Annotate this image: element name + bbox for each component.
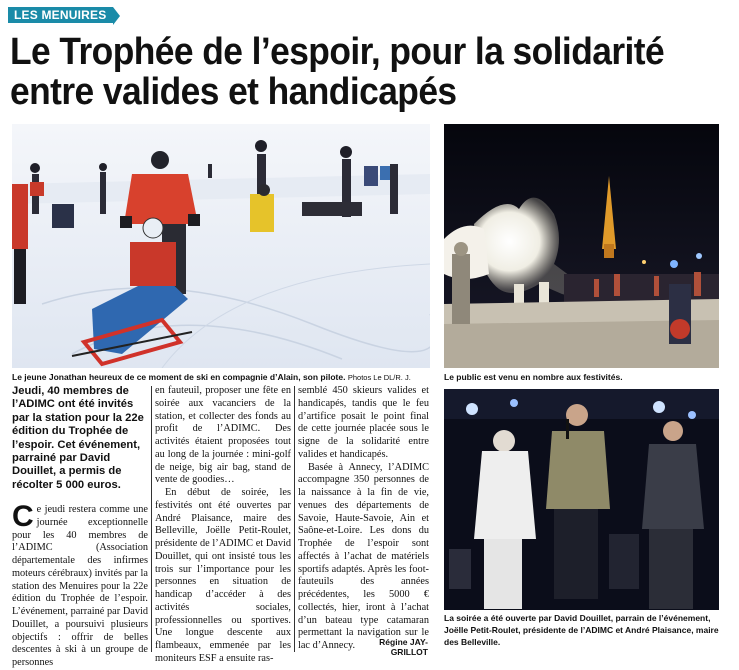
body-column-1-text: e jeudi restera comme une journée exceptionnelle pour les 40 membres de l’ADIMC (Association départementale des infirmes moteurs cérébraux) invités par la station des Menuires pour la 22e édition du Trophée de l’espoir. L’événement, parrainé par David Douillet, a poursuivi plusieurs objectifs : offrir de belles descentes à ski à un groupe de personnes (12, 504, 148, 668)
ski-photo-caption (12, 372, 430, 383)
body-column-3-paragraph-2: Basée à Annecy, l’ADIMC accompagne 350 personnes de la naissance à la fin de vie, venues des départements de Savoie, Haute-Savoie, Ain et Saône-et-Loire. Les dons du Trophée de l’espoir sont affectés à l’achat de matériels sportifs adaptés. Après les foot-fauteuils des années précédentes, les 5000 € collectés, hier, iront à l’achat d’un bateau type catamaran permettant la navigation sur le lac d’Annecy. (298, 461, 429, 651)
stage-photo (444, 389, 719, 610)
dropcap: C (12, 500, 34, 533)
stage-scene-illustration (444, 389, 719, 610)
author-signature: Régine JAY-GRILLOT (379, 637, 428, 657)
ski-photo (12, 124, 430, 368)
body-column-2-paragraph-1: en fauteuil, proposer une fête en soirée aux vacanciers de la station, et collecter des fonds au profit de l’ADIMC. Des activités étaient proposées tout au long de la journée : mini-golf de neige, big air bag, stand de vente de goodies… (155, 385, 291, 486)
section-tag: LES MENUIRES (8, 7, 113, 23)
body-column-2-paragraph-2: En début de soirée, les festivités ont été ouvertes par André Plaisance, maire des Belleville, Joëlle Petit-Roulet, présidente de l’ADIMC et David Douillet, qui ont insisté tous les trois sur l’importance pour les personnes en situation de handicap d’accéder à des activités sociales, professionnelles ou sportives. Une longue descente aux flambeaux, emmenée par les moniteurs ESF a ensuite ras- (155, 487, 291, 664)
column-rule (151, 386, 152, 652)
article-lead: Jeudi, 40 membres de l’ADIMC ont été invités par la station pour la 22e édition du Trophée de l’espoir. Cet événement, parrainé par David Douillet, a permis de récolter 5 000 euros. (12, 385, 144, 491)
photo-credit: Photos Le DL/R. J. (347, 373, 411, 382)
stage-photo-caption: La soirée a été ouverte par David Douillet, parrain de l’événement, Joëlle Petit-Roulet, présidente de l’ADIMC et André Plaisance, maire des Belleville. (444, 613, 719, 647)
horse-photo (444, 124, 719, 368)
body-column-2 (155, 385, 291, 666)
body-column-3-paragraph-1: semblé 450 skieurs valides et handicapés, tandis que le feu d’artifice posait le point final de cette journée placée sous le signe de la solidarité entre valides et handicapés. (298, 385, 429, 460)
body-column-3 (298, 385, 429, 653)
ski-caption-text: Le jeune Jonathan heureux de ce moment de ski en compagnie d’Alain, son pilote. (12, 372, 346, 382)
horse-photo-caption: Le public est venu en nombre aux festivités. (444, 372, 623, 382)
column-rule (294, 386, 295, 652)
article-headline: Le Trophée de l’espoir, pour la solidarité entre valides et handicapés (10, 31, 665, 113)
luminous-horse-illustration (444, 124, 719, 368)
body-column-1 (12, 500, 148, 670)
ski-scene-illustration (12, 124, 430, 368)
